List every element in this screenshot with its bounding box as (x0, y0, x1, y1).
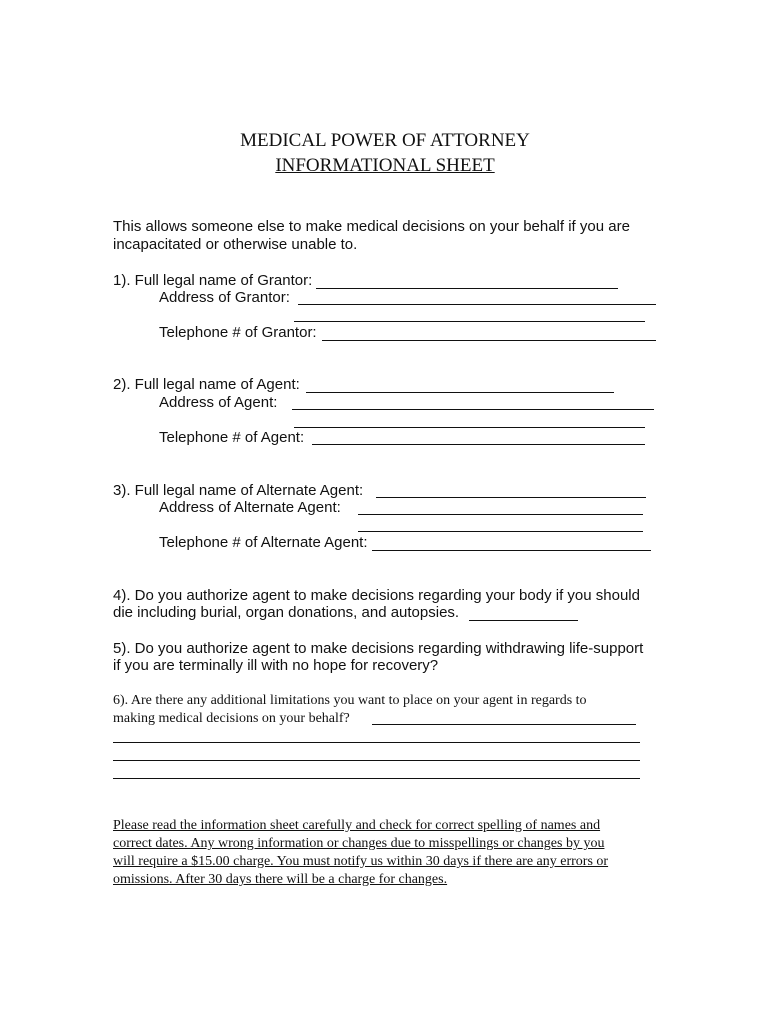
intro-line-1: This allows someone else to make medical decisions on your behalf if you are (113, 218, 630, 235)
agent-address-label: Address of Agent: (159, 394, 278, 411)
notice-line-3: will require a $15.00 charge. You must notify us within 30 days if there are any errors or (113, 854, 609, 869)
alternate-address-field-2[interactable] (358, 531, 643, 532)
grantor-phone-field[interactable] (322, 340, 656, 341)
question-5-line-1: 5). Do you authorize agent to make decisions regarding withdrawing life-support (113, 640, 644, 657)
notice-line-2: correct dates. Any wrong information or changes due to misspellings or changes by you (113, 836, 605, 851)
agent-address-field-2[interactable] (294, 427, 645, 428)
question-6-answer-field-2[interactable] (113, 742, 640, 743)
alternate-name-field[interactable] (376, 497, 646, 498)
alternate-phone-label: Telephone # of Alternate Agent: (159, 534, 368, 551)
question-4-answer-field[interactable] (469, 620, 578, 621)
question-6-line-1: 6). Are there any additional limitations you want to place on your agent in regards to (113, 693, 587, 708)
question-5-line-2: if you are terminally ill with no hope for recovery? (113, 657, 439, 674)
question-6-answer-field-3[interactable] (113, 760, 640, 761)
grantor-address-label: Address of Grantor: (159, 289, 290, 306)
notice-line-1: Please read the information sheet carefully and check for correct spelling of names and (113, 818, 601, 833)
agent-name-label: 2). Full legal name of Agent: (113, 376, 300, 393)
grantor-name-field[interactable] (316, 288, 618, 289)
agent-address-field-1[interactable] (292, 409, 654, 410)
agent-phone-field[interactable] (312, 444, 645, 445)
grantor-name-label: 1). Full legal name of Grantor: (113, 272, 313, 289)
alternate-address-label: Address of Alternate Agent: (159, 499, 341, 516)
agent-phone-label: Telephone # of Agent: (159, 429, 305, 446)
page-title: MEDICAL POWER OF ATTORNEY (240, 130, 530, 151)
notice-line-4: omissions. After 30 days there will be a charge for changes. (113, 872, 448, 887)
intro-line-2: incapacitated or otherwise unable to. (113, 236, 358, 253)
grantor-phone-label: Telephone # of Grantor: (159, 324, 317, 341)
alternate-phone-field[interactable] (372, 550, 651, 551)
question-6-answer-field-1[interactable] (372, 724, 636, 725)
question-6-line-2: making medical decisions on your behalf? (113, 711, 350, 726)
question-4-line-1: 4). Do you authorize agent to make decisions regarding your body if you should (113, 587, 640, 604)
agent-name-field[interactable] (306, 392, 614, 393)
grantor-address-field-2[interactable] (294, 321, 645, 322)
question-6-answer-field-4[interactable] (113, 778, 640, 779)
alternate-name-label: 3). Full legal name of Alternate Agent: (113, 482, 364, 499)
alternate-address-field-1[interactable] (358, 514, 643, 515)
question-4-line-2: die including burial, organ donations, and autopsies. (113, 604, 460, 621)
grantor-address-field-1[interactable] (298, 304, 656, 305)
page-subtitle: INFORMATIONAL SHEET (275, 155, 495, 176)
